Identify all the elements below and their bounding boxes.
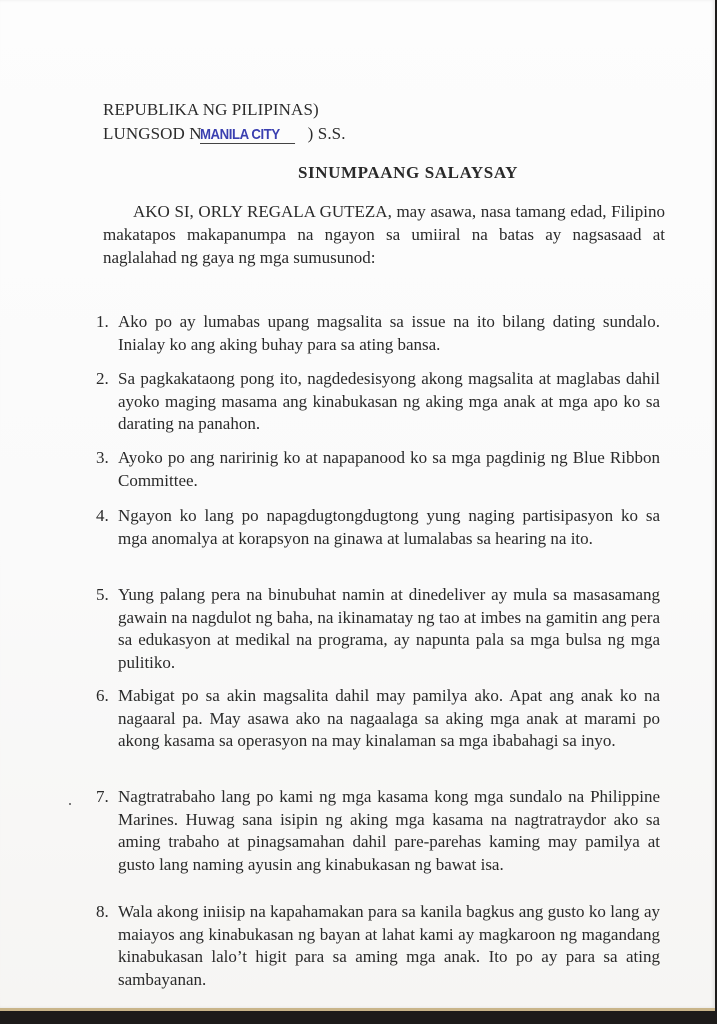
statement-item	[96, 311, 660, 356]
item-number: 1.	[96, 312, 109, 331]
caption-city-prefix: LUNGSOD N	[103, 124, 202, 143]
item-text: Ako po ay lumabas upang magsalita sa issue na ito bilang dating sundalo. Inialay ko ang aking buhay para sa ating bansa.	[118, 312, 660, 354]
document-title: SINUMPAANG SALAYSAY	[298, 163, 519, 182]
stray-ink-dot	[69, 803, 71, 805]
item-number: 6.	[96, 686, 109, 705]
item-number: 3.	[96, 448, 109, 467]
item-number: 7.	[96, 787, 109, 806]
item-number: 8.	[96, 902, 109, 921]
intro-paragraph: AKO SI, ORLY REGALA GUTEZA, may asawa, nasa tamang edad, Filipino makatapos makapanumpa na ngayon sa umiiral na batas ay nagsasaad at naglalahad ng gaya ng mga sumusunod:	[103, 202, 665, 267]
caption-republic: REPUBLIKA NG PILIPINAS)	[103, 100, 319, 119]
statement-item	[96, 786, 660, 876]
city-stamp: MANILA CITY	[200, 126, 295, 144]
item-text: Yung palang pera na binubuhat namin at dinedeliver ay mula sa masasamang gawain na nagdulot ng baha, na ikinamatay ng tao at imbes na gamitin ang pera sa edukasyon at medikal na programa, ay napunta pala sa mga bulsa ng mga pulitiko.	[118, 585, 660, 672]
item-text: Ayoko po ang naririnig ko at napapanood ko sa mga pagdinig ng Blue Ribbon Committee.	[118, 448, 660, 490]
item-text: Ngayon ko lang po napagdugtongdugtong yung naging partisipasyon ko sa mga anomalya at korapsyon na ginawa at lumalabas sa hearing na ito.	[118, 506, 660, 548]
item-text: Wala akong iniisip na kapahamakan para sa kanila bagkus ang gusto ko lang ay maiayos ang kinabukasan ng bayan at lahat kami ay magkaroon ng magandang kinabukasan lalo’t higit para sa aming mga anak. Ito po ay para sa ating sambayanan.	[118, 902, 660, 989]
statement-item	[96, 584, 660, 674]
item-number: 5.	[96, 585, 109, 604]
caption-city-line	[103, 124, 346, 144]
statement-item	[96, 447, 660, 492]
item-number: 2.	[96, 369, 109, 388]
item-number: 4.	[96, 506, 109, 525]
statement-item	[96, 368, 660, 436]
statement-item	[96, 685, 660, 753]
item-text: Mabigat po sa akin magsalita dahil may pamilya ako. Apat ang anak ko na nagaaral pa. May asawa ako na nagaalaga sa aking mga anak at marami po akong kasama sa operasyon na may kinalaman sa mga ibabahagi sa inyo.	[118, 686, 660, 751]
statement-item	[96, 505, 660, 550]
item-text: Nagtratrabaho lang po kami ng mga kasama kong mga sundalo na Philippine Marines. Huwag sana isipin ng aking mga kasama na nagtratraydor ako sa aming trabaho at pinagsamahan dahil pare-parehas kaming may pamilya at gusto lang naming ayusin ang kinabukasan ng bawat isa.	[118, 787, 660, 874]
caption-city-suffix: ) S.S.	[307, 124, 346, 143]
statement-item	[96, 901, 660, 991]
item-text: Sa pagkakataong pong ito, nagdedesisyong akong magsalita at maglabas dahil ayoko maging masama ang kinabukasan ng aking mga anak at mga apo ko sa darating na panahon.	[118, 369, 660, 434]
